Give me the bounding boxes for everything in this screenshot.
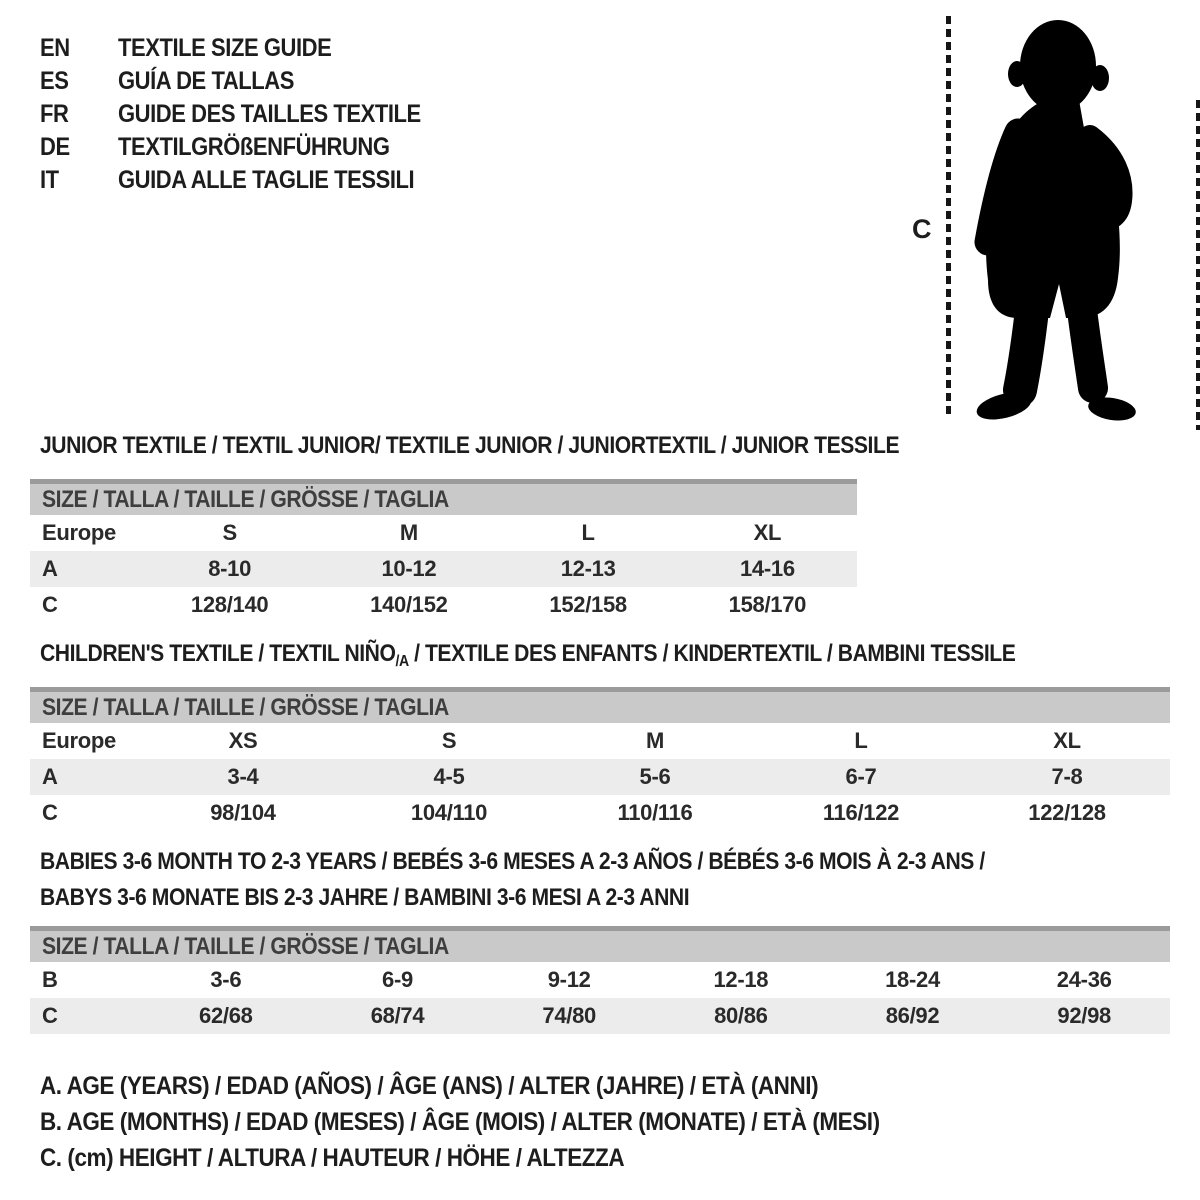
table-row: Europe S M L XL xyxy=(30,515,857,551)
guide-title-en: TEXTILE SIZE GUIDE xyxy=(118,34,332,62)
height-measure-dashed-line xyxy=(946,16,951,417)
junior-size-header-bar: SIZE / TALLA / TAILLE / GRÖSSE / TAGLIA xyxy=(30,479,857,515)
row-label: Europe xyxy=(42,520,116,545)
language-code: FR xyxy=(40,100,69,128)
junior-section-title: JUNIOR TEXTILE / TEXTIL JUNIOR/ TEXTILE JUNIOR / JUNIORTEXTIL / JUNIOR TESSILE xyxy=(40,432,900,459)
table-row: C 62/68 68/74 74/80 80/86 86/92 92/98 xyxy=(30,998,1170,1034)
legend-line-b: B. AGE (MONTHS) / EDAD (MESES) / ÂGE (MOIS) / ALTER (MONATE) / ETÀ (MESI) xyxy=(40,1107,880,1136)
toddler-silhouette-icon xyxy=(962,12,1140,424)
language-row-es xyxy=(40,65,462,98)
row-label: C xyxy=(42,592,58,617)
children-section-title: CHILDREN'S TEXTILE / TEXTIL $NIÑO_{/A}$ / TEXTILE DES ENFANTS / KINDERTEXTIL / BAMBINI TESSILE xyxy=(40,640,1016,670)
babies-size-table xyxy=(30,926,1170,1034)
babies-section-title-line2: BABYS 3-6 MONATE BIS 2-3 JAHRE / BAMBINI 3-6 MESI A 2-3 ANNI xyxy=(40,884,690,911)
height-measure-label: C xyxy=(912,214,932,244)
guide-title-it: GUIDA ALLE TAGLIE TESSILI xyxy=(118,166,415,194)
table-row: B 3-6 6-9 9-12 12-18 18-24 24-36 xyxy=(30,962,1170,998)
legend-line-c: C. (cm) HEIGHT / ALTURA / HAUTEUR / HÖHE / ALTEZZA xyxy=(40,1143,625,1172)
toddler-silhouette-image xyxy=(962,12,1140,429)
row-label: A xyxy=(42,764,58,789)
language-code: ES xyxy=(40,67,69,95)
guide-title-fr: GUIDE DES TAILLES TEXTILE xyxy=(118,100,421,128)
row-label: A xyxy=(42,556,58,581)
language-row-de xyxy=(40,131,462,164)
row-label: C xyxy=(42,800,58,825)
language-title-list xyxy=(40,32,462,197)
measurement-legend xyxy=(40,1068,973,1176)
babies-section-title-line1: BABIES 3-6 MONTH TO 2-3 YEARS / BEBÉS 3-6 MESES A 2-3 AÑOS / BÉBÉS 3-6 MOIS À 2-3 ANS / xyxy=(40,848,985,875)
height-measure-dashed-line-edge xyxy=(1196,100,1200,430)
table-row: A 8-10 10-12 12-13 14-16 xyxy=(30,551,857,587)
table-row: A 3-4 4-5 5-6 6-7 7-8 xyxy=(30,759,1170,795)
junior-size-table xyxy=(30,479,857,623)
children-size-table xyxy=(30,687,1170,831)
table-row: C 128/140 140/152 152/158 158/170 xyxy=(30,587,857,623)
children-size-header-bar: SIZE / TALLA / TAILLE / GRÖSSE / TAGLIA xyxy=(30,687,1170,723)
language-code: EN xyxy=(40,34,70,62)
legend-line-a: A. AGE (YEARS) / EDAD (AÑOS) / ÂGE (ANS) / ALTER (JAHRE) / ETÀ (ANNI) xyxy=(40,1071,819,1100)
babies-size-header-bar: SIZE / TALLA / TAILLE / GRÖSSE / TAGLIA xyxy=(30,926,1170,962)
guide-title-de: TEXTILGRÖßENFÜHRUNG xyxy=(118,133,390,161)
language-row-it xyxy=(40,164,462,197)
language-code: DE xyxy=(40,133,70,161)
language-row-en xyxy=(40,32,462,65)
language-code: IT xyxy=(40,166,59,194)
row-label: B xyxy=(42,967,58,992)
children-title-subscript: /A xyxy=(395,653,409,670)
row-label: Europe xyxy=(42,728,116,753)
table-row: C 98/104 104/110 110/116 116/122 122/128 xyxy=(30,795,1170,831)
guide-title-es: GUÍA DE TALLAS xyxy=(118,67,294,95)
table-row: Europe XS S M L XL xyxy=(30,723,1170,759)
language-row-fr xyxy=(40,98,462,131)
row-label: C xyxy=(42,1003,58,1028)
